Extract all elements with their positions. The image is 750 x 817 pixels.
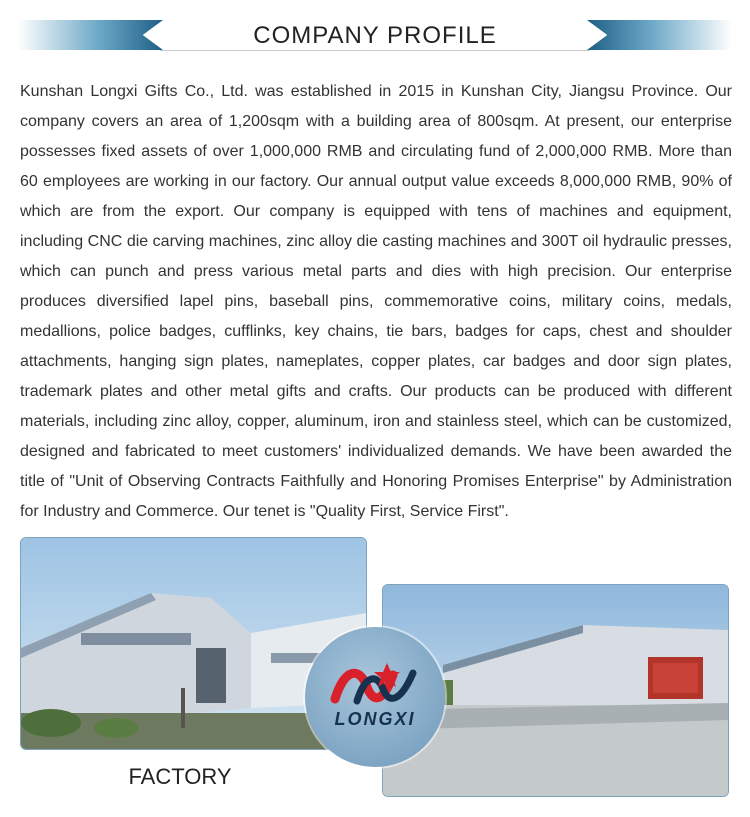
longxi-emblem-icon: [305, 627, 445, 767]
page-title: COMPANY PROFILE: [253, 22, 497, 49]
logo-wordmark: LONGXI: [334, 709, 416, 729]
header-banner: [0, 0, 750, 72]
banner-left-ribbon: [18, 20, 163, 50]
factory-caption: FACTORY: [128, 764, 232, 789]
longxi-logo: [305, 627, 445, 767]
company-intro-paragraph: Kunshan Longxi Gifts Co., Ltd. was established in 2015 in Kunshan City, Jiangsu Province. Our company covers an area of 1,200sqm with a building area of 800sqm. At present, our enterprise possesses fixed assets of over 1,000,000 RMB and circulating fund of 2,000,000 RMB. More than 60 employees are working in our factory. Our annual output value exceeds 8,000,000 RMB, 90% of which are from the export. Our company is equipped with tens of machines and equipment, including CNC die carving machines, zinc alloy die casting machines and 300T oil hydraulic presses, which can punch and press various metal parts and dies with high precision. Our enterprise produces diversified lapel pins, baseball pins, commemorative coins, military coins, medals, medallions, police badges, cufflinks, key chains, tie bars, badges for caps, chest and shoulder attachments, hanging sign plates, nameplates, copper plates, car badges and door sign plates, trademark plates and other metal gifts and crafts. Our products can be produced with different materials, including zinc alloy, copper, aluminum, iron and stainless steel, which can be customized, designed and fabricated to meet customers' individualized demands. We have been awarded the title of "Unit of Observing Contracts Faithfully and Honoring Promises Enterprise" by Administration for Industry and Commerce. Our tenet is "Quality First, Service First".: [20, 83, 732, 520]
banner-right-ribbon: [587, 20, 732, 50]
